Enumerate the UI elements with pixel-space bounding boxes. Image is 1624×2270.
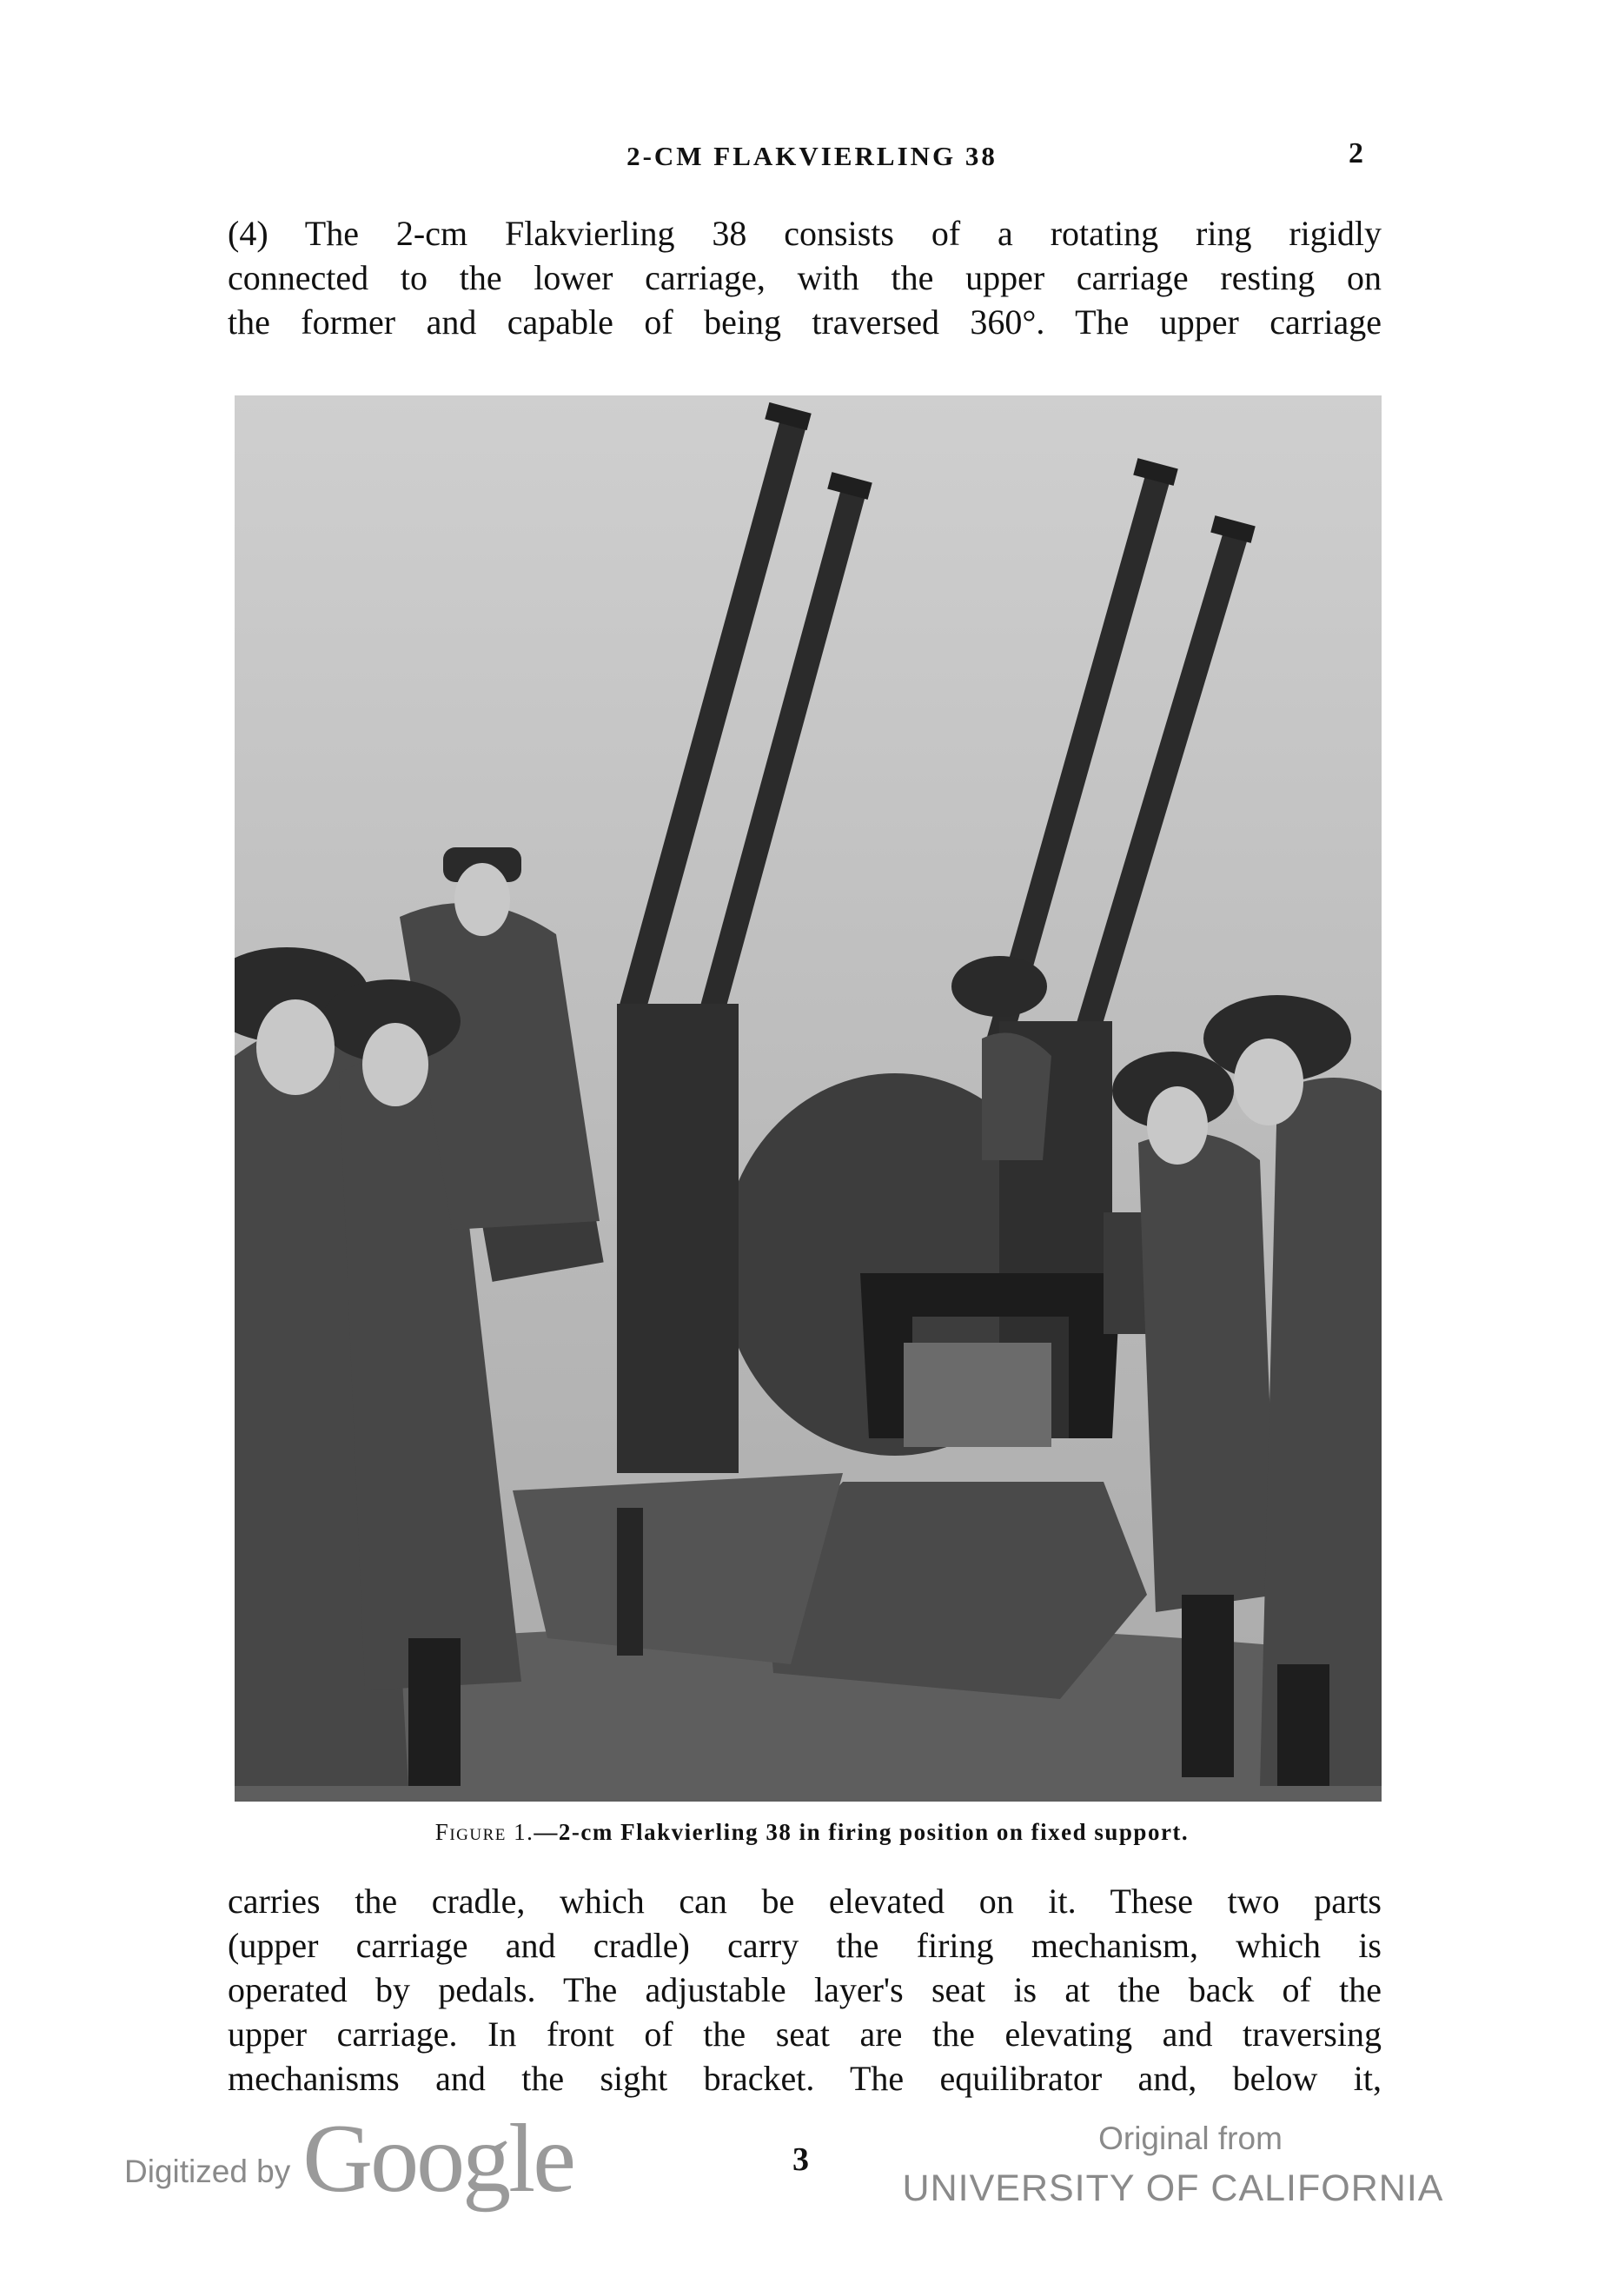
page-number-top: 2 (1349, 137, 1363, 169)
digitized-by-text: Digitized by (124, 2154, 291, 2189)
page-number-bottom: 3 (792, 2141, 809, 2178)
text-line: operated by pedals. The adjustable layer's seat is at the back of the (228, 1970, 1382, 2009)
institution-text: UNIVERSITY OF CALIFORNIA (902, 2167, 1444, 2209)
text-line: carries the cradle, which can be elevated on it. These two parts (228, 1882, 1382, 1921)
figure-photo (235, 395, 1382, 1802)
running-head: 2-CM FLAKVIERLING 38 (626, 141, 998, 171)
text-line: mechanisms and the sight bracket. The equilibrator and, below it, (228, 2059, 1382, 2098)
caption-label: Figure 1. (434, 1819, 534, 1845)
caption-text: —2-cm Flakvierling 38 in firing position on fixed support. (534, 1819, 1190, 1845)
paragraph-top (228, 211, 1382, 344)
digitized-by-watermark (124, 2105, 573, 2213)
text-line: (4) The 2-cm Flakvierling 38 consists of a rotating ring rigidly (228, 214, 1382, 253)
text-line: connected to the lower carriage, with the upper carriage resting on (228, 258, 1382, 297)
figure-caption (0, 1819, 1624, 1846)
google-logo: Google (302, 2105, 573, 2213)
text-line: the former and capable of being traversed 360°. The upper carriage (228, 302, 1382, 342)
flakvierling-photo-illustration (235, 395, 1382, 1802)
original-from-text: Original from (1098, 2121, 1283, 2156)
text-line: (upper carriage and cradle) carry the firing mechanism, which is (228, 1926, 1382, 1965)
text-line: upper carriage. In front of the seat are the elevating and traversing (228, 2014, 1382, 2054)
paragraph-bottom (228, 1879, 1382, 2101)
original-from-watermark (895, 2121, 1451, 2210)
